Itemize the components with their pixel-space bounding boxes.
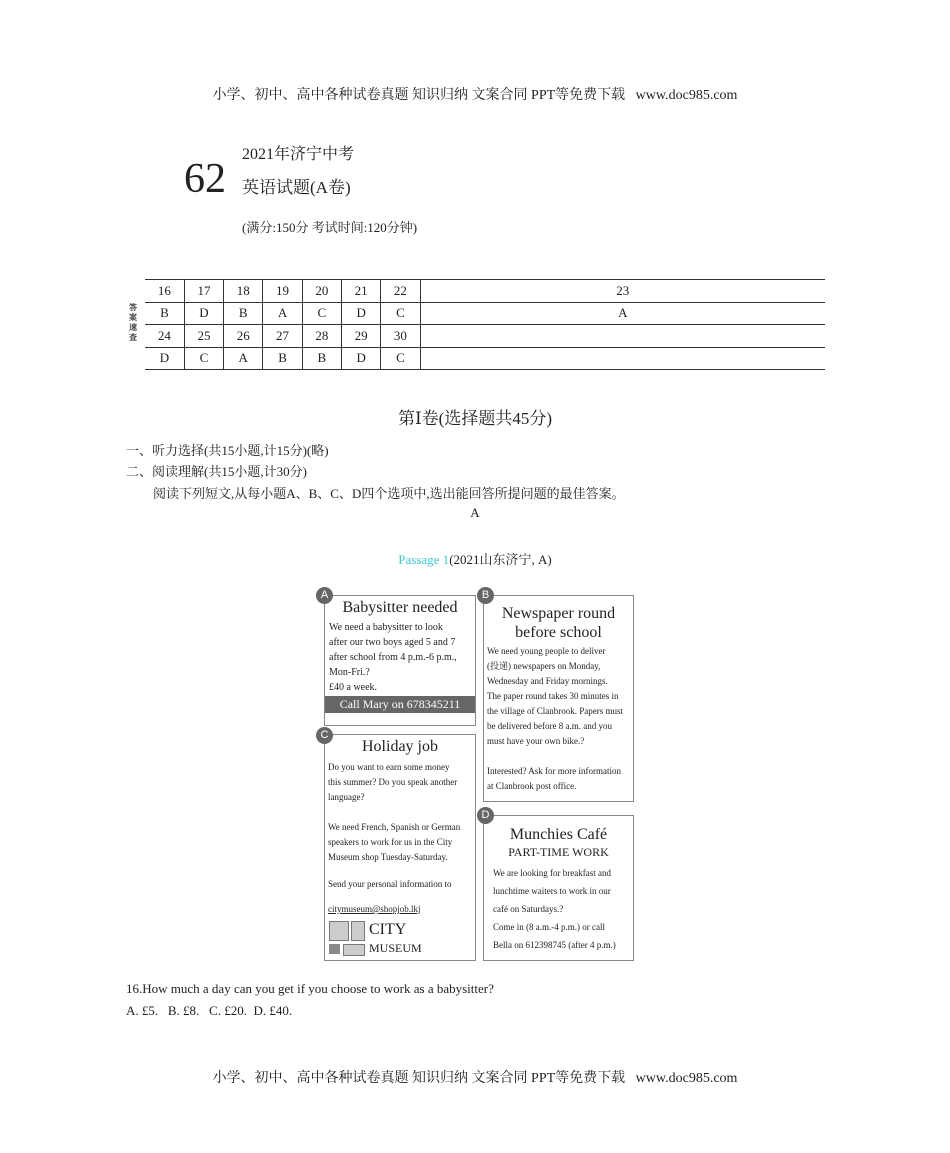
logo-city-text: CITY <box>369 921 407 938</box>
table-cell <box>420 347 825 370</box>
table-cell: B <box>224 302 263 325</box>
table-cell: B <box>302 347 341 370</box>
table-row <box>145 347 825 370</box>
ad-newspaper-round <box>483 595 634 802</box>
exam-subject: 英语试题(A卷) <box>242 178 351 197</box>
city-museum-logo <box>329 921 469 957</box>
ad-a-badge: A <box>316 587 333 604</box>
ad-b-body: We need young people to deliver (投递) newspapers on Monday, Wednesday and Friday mornings. The paper round takes 30 minutes in the village of Clanbrook. Papers must be delivered before 8 a.m. and you must have your own bike.? Interested? Ask for more information at Clanbrook post office. <box>487 646 623 791</box>
question-16-options: A. £5. B. £8. C. £20. D. £40. <box>126 1003 293 1018</box>
table-cell: A <box>224 347 263 370</box>
table-cell: 26 <box>224 325 263 348</box>
table-cell: 17 <box>184 280 223 303</box>
table-cell: A <box>420 302 825 325</box>
table-cell: D <box>184 302 223 325</box>
table-cell: C <box>381 347 420 370</box>
table-cell: 20 <box>302 280 341 303</box>
passage-source-text: (2021山东济宁, A) <box>449 552 552 567</box>
table-cell: 16 <box>145 280 184 303</box>
ad-d-title: Munchies Café <box>509 826 608 843</box>
table-cell: 18 <box>224 280 263 303</box>
ad-b-badge: B <box>477 587 494 604</box>
logo-museum-text: MUSEUM <box>369 941 422 955</box>
answer-key-side-label: 答 案 速 查 <box>129 303 137 342</box>
passage-tag: Passage 1 <box>398 552 450 567</box>
reading-instruction: 阅读下列短文,从每小题A、B、C、D四个选项中,选出能回答所提问题的最佳答案。 <box>153 486 625 501</box>
exam-number: 62 <box>184 156 226 202</box>
table-cell: D <box>341 302 380 325</box>
section-title: 第Ⅰ卷(选择题共45分) <box>397 409 553 428</box>
ad-a-title: Babysitter needed <box>342 599 458 616</box>
passage-label-a: A <box>470 505 480 520</box>
table-cell: C <box>381 302 420 325</box>
table-cell: B <box>145 302 184 325</box>
ad-munchies-cafe <box>483 815 634 961</box>
table-cell: 30 <box>381 325 420 348</box>
table-cell: 19 <box>263 280 302 303</box>
ad-b-title: Newspaper round before school <box>501 605 616 641</box>
table-cell: 27 <box>263 325 302 348</box>
ad-d-subtitle: PART-TIME WORK <box>508 845 609 859</box>
table-row <box>145 325 825 348</box>
table-cell: 23 <box>420 280 825 303</box>
ad-c-badge: C <box>316 727 333 744</box>
ad-a-call-bar: Call Mary on 678345211 <box>325 696 475 713</box>
exam-meta: (满分:150分 考试时间:120分钟) <box>242 220 418 235</box>
passage-source <box>0 549 950 568</box>
ad-holiday-job <box>324 734 476 961</box>
part-reading: 二、阅读理解(共15小题,计30分) <box>126 464 307 479</box>
table-cell <box>420 325 825 348</box>
page-header: 小学、初中、高中各种试卷真题 知识归纳 文案合同 PPT等免费下载 www.doc985.com <box>212 88 738 103</box>
part-listening: 一、听力选择(共15小题,计15分)(略) <box>126 443 329 458</box>
exam-year-line: 2021年济宁中考 <box>242 146 355 163</box>
table-cell: C <box>302 302 341 325</box>
answer-key-table <box>145 279 825 370</box>
ad-c-body: Do you want to earn some money this summer? Do you speak another language? We need French, Spanish or German speakers to work for us in the City Museum shop Tuesday-Saturday. Send your personal information to citymuseum@shopjob.lkj <box>328 760 475 917</box>
table-cell: 28 <box>302 325 341 348</box>
ad-c-email: citymuseum@shopjob.lkj <box>328 904 421 914</box>
page-footer: 小学、初中、高中各种试卷真题 知识归纳 文案合同 PPT等免费下载 www.doc985.com <box>212 1071 738 1086</box>
table-cell: 22 <box>381 280 420 303</box>
table-cell: D <box>145 347 184 370</box>
table-cell: 24 <box>145 325 184 348</box>
ad-babysitter <box>324 595 476 726</box>
ad-a-body: We need a babysitter to look after our two boys aged 5 and 7 after school from 4 p.m.-6 p.m., Mon-Fri.? £40 a week. <box>329 622 457 693</box>
table-cell: B <box>263 347 302 370</box>
table-cell: C <box>184 347 223 370</box>
table-row <box>145 280 825 303</box>
table-row <box>145 302 825 325</box>
ad-c-title: Holiday job <box>362 738 438 755</box>
ad-d-badge: D <box>477 807 494 824</box>
question-16-stem: 16.How much a day can you get if you choose to work as a babysitter? <box>126 981 494 996</box>
table-cell: A <box>263 302 302 325</box>
table-cell: 29 <box>341 325 380 348</box>
table-cell: D <box>341 347 380 370</box>
table-cell: 25 <box>184 325 223 348</box>
ad-d-body: We are looking for breakfast and lunchtime waiters to work in our café on Saturdays.? Come in (8 a.m.-4 p.m.) or call Bella on 612398745 (after 4 p.m.) <box>493 868 616 950</box>
table-cell: 21 <box>341 280 380 303</box>
